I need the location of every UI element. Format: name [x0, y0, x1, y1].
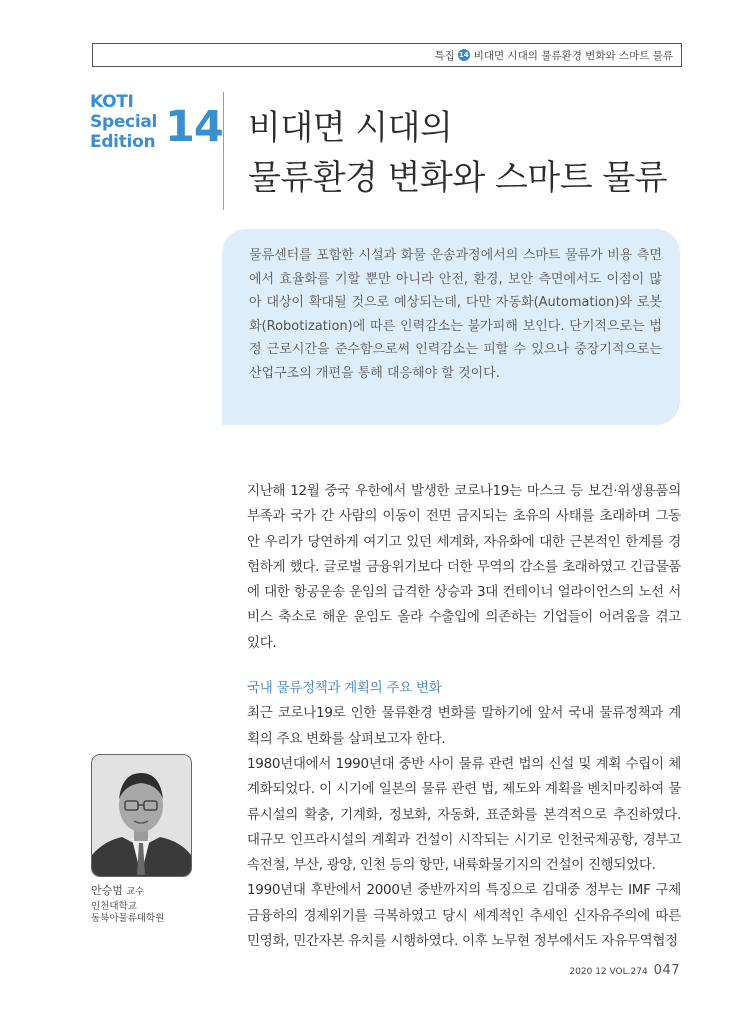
title-line-2: 물류환경 변화와 스마트 물류 [248, 158, 668, 198]
page-number: 047 [653, 963, 680, 978]
article-title [248, 103, 667, 203]
author-name-line [91, 885, 164, 899]
article-body [247, 479, 681, 954]
author-photo [91, 754, 192, 877]
body-paragraph: 1980년대에서 1990년대 중반 사이 물류 관련 법의 신설 및 계획 수립이 체계화되었다. 이 시기에 일본의 물류 관련 법, 제도와 계획을 벤치마킹하여 물류시설의 확충, 기계화, 정보화, 자동화, 표준화를 본격적으로 추진하였다. 대규모 인프라시설의 계획과 건설이 시작되는 시기로 인천국제공항, 경부고속전철, 부산, 광양, 인천 등의 항만, 내륙화물기지의 건설이 진행되었다. [247, 755, 681, 874]
author-portrait-image [92, 755, 191, 876]
title-line-1: 비대면 시대의 [248, 108, 453, 148]
header-title: 비대면 시대의 물류환경 변화와 스마트 물류 [473, 49, 673, 62]
author-name: 안승범 [91, 884, 123, 897]
edition-line-koti: KOTI [90, 92, 134, 112]
summary-text: 물류센터를 포함한 시설과 화물 운송과정에서의 스마트 물류가 비용 측면에서 효율화를 기할 뿐만 아니라 안전, 환경, 보안 측면에서도 이점이 많아 대상이 확대될 것으로 예상되는데, 다만 자동화(Automation)와 로봇화(Robotization)에 따른 인력감소는 불가피해 보인다. 단기적으로는 법정 근로시간을 준수함으로써 인력감소는 피할 수 있으나 중장기적으로는 산업구조의 개편을 통해 대응해야 할 것이다. [249, 248, 662, 381]
header-number-badge: 14 [458, 51, 469, 59]
header-section: 특집 [434, 49, 455, 62]
intro-paragraph: 지난해 12월 중국 우한에서 발생한 코로나19는 마스크 등 보건·위생용품의 부족과 국가 간 사람의 이동이 전면 금지되는 초유의 사태를 초래하며 그동안 우리가 당연하게 여기고 있던 세계화, 자유화에 대한 근본적인 한계를 경험하게 했다. 글로벌 금융위기보다 더한 무역의 감소를 초래하였고 긴급물품에 대한 항공운송 운임의 급격한 상승과 3대 컨테이너 얼라이언스의 노선 서비스 축소로 해운 운임도 올라 수출입에 의존하는 기업들이 어려움을 겪고 있다. [247, 483, 681, 651]
page-footer [569, 963, 680, 978]
issue-info: 2020 12 VOL.274 [569, 967, 648, 977]
author-affiliation-1: 인천대학교 [91, 900, 137, 912]
author-info [91, 885, 164, 926]
edition-words [90, 92, 157, 152]
section-subheading: 국내 물류정책과 계획의 주요 변화 [247, 680, 442, 697]
edition-line-edition: Edition [90, 132, 156, 152]
running-header [92, 43, 682, 67]
summary-corner-decoration [222, 402, 246, 426]
body-paragraph: 최근 코로나19로 인한 물류환경 변화를 말하기에 앞서 국내 물류정책과 계획의 주요 변화를 살펴보고자 한다. [247, 705, 681, 747]
edition-line-special: Special [90, 112, 158, 132]
author-affiliation-2: 동북아물류대학원 [91, 913, 165, 924]
edition-number: 14 [165, 102, 223, 152]
title-divider [223, 92, 224, 210]
body-paragraph: 1990년대 후반에서 2000년 중반까지의 특징으로 김대중 정부는 IMF 구제금융하의 경제위기를 극복하였고 당시 세계적인 추세인 신자유주의에 따른 민영화, 민간자본 유치를 시행하였다. 이후 노무현 정부에서도 자유무역협정 [247, 882, 681, 950]
summary-box [222, 229, 680, 425]
author-role: 교수 [126, 887, 144, 897]
